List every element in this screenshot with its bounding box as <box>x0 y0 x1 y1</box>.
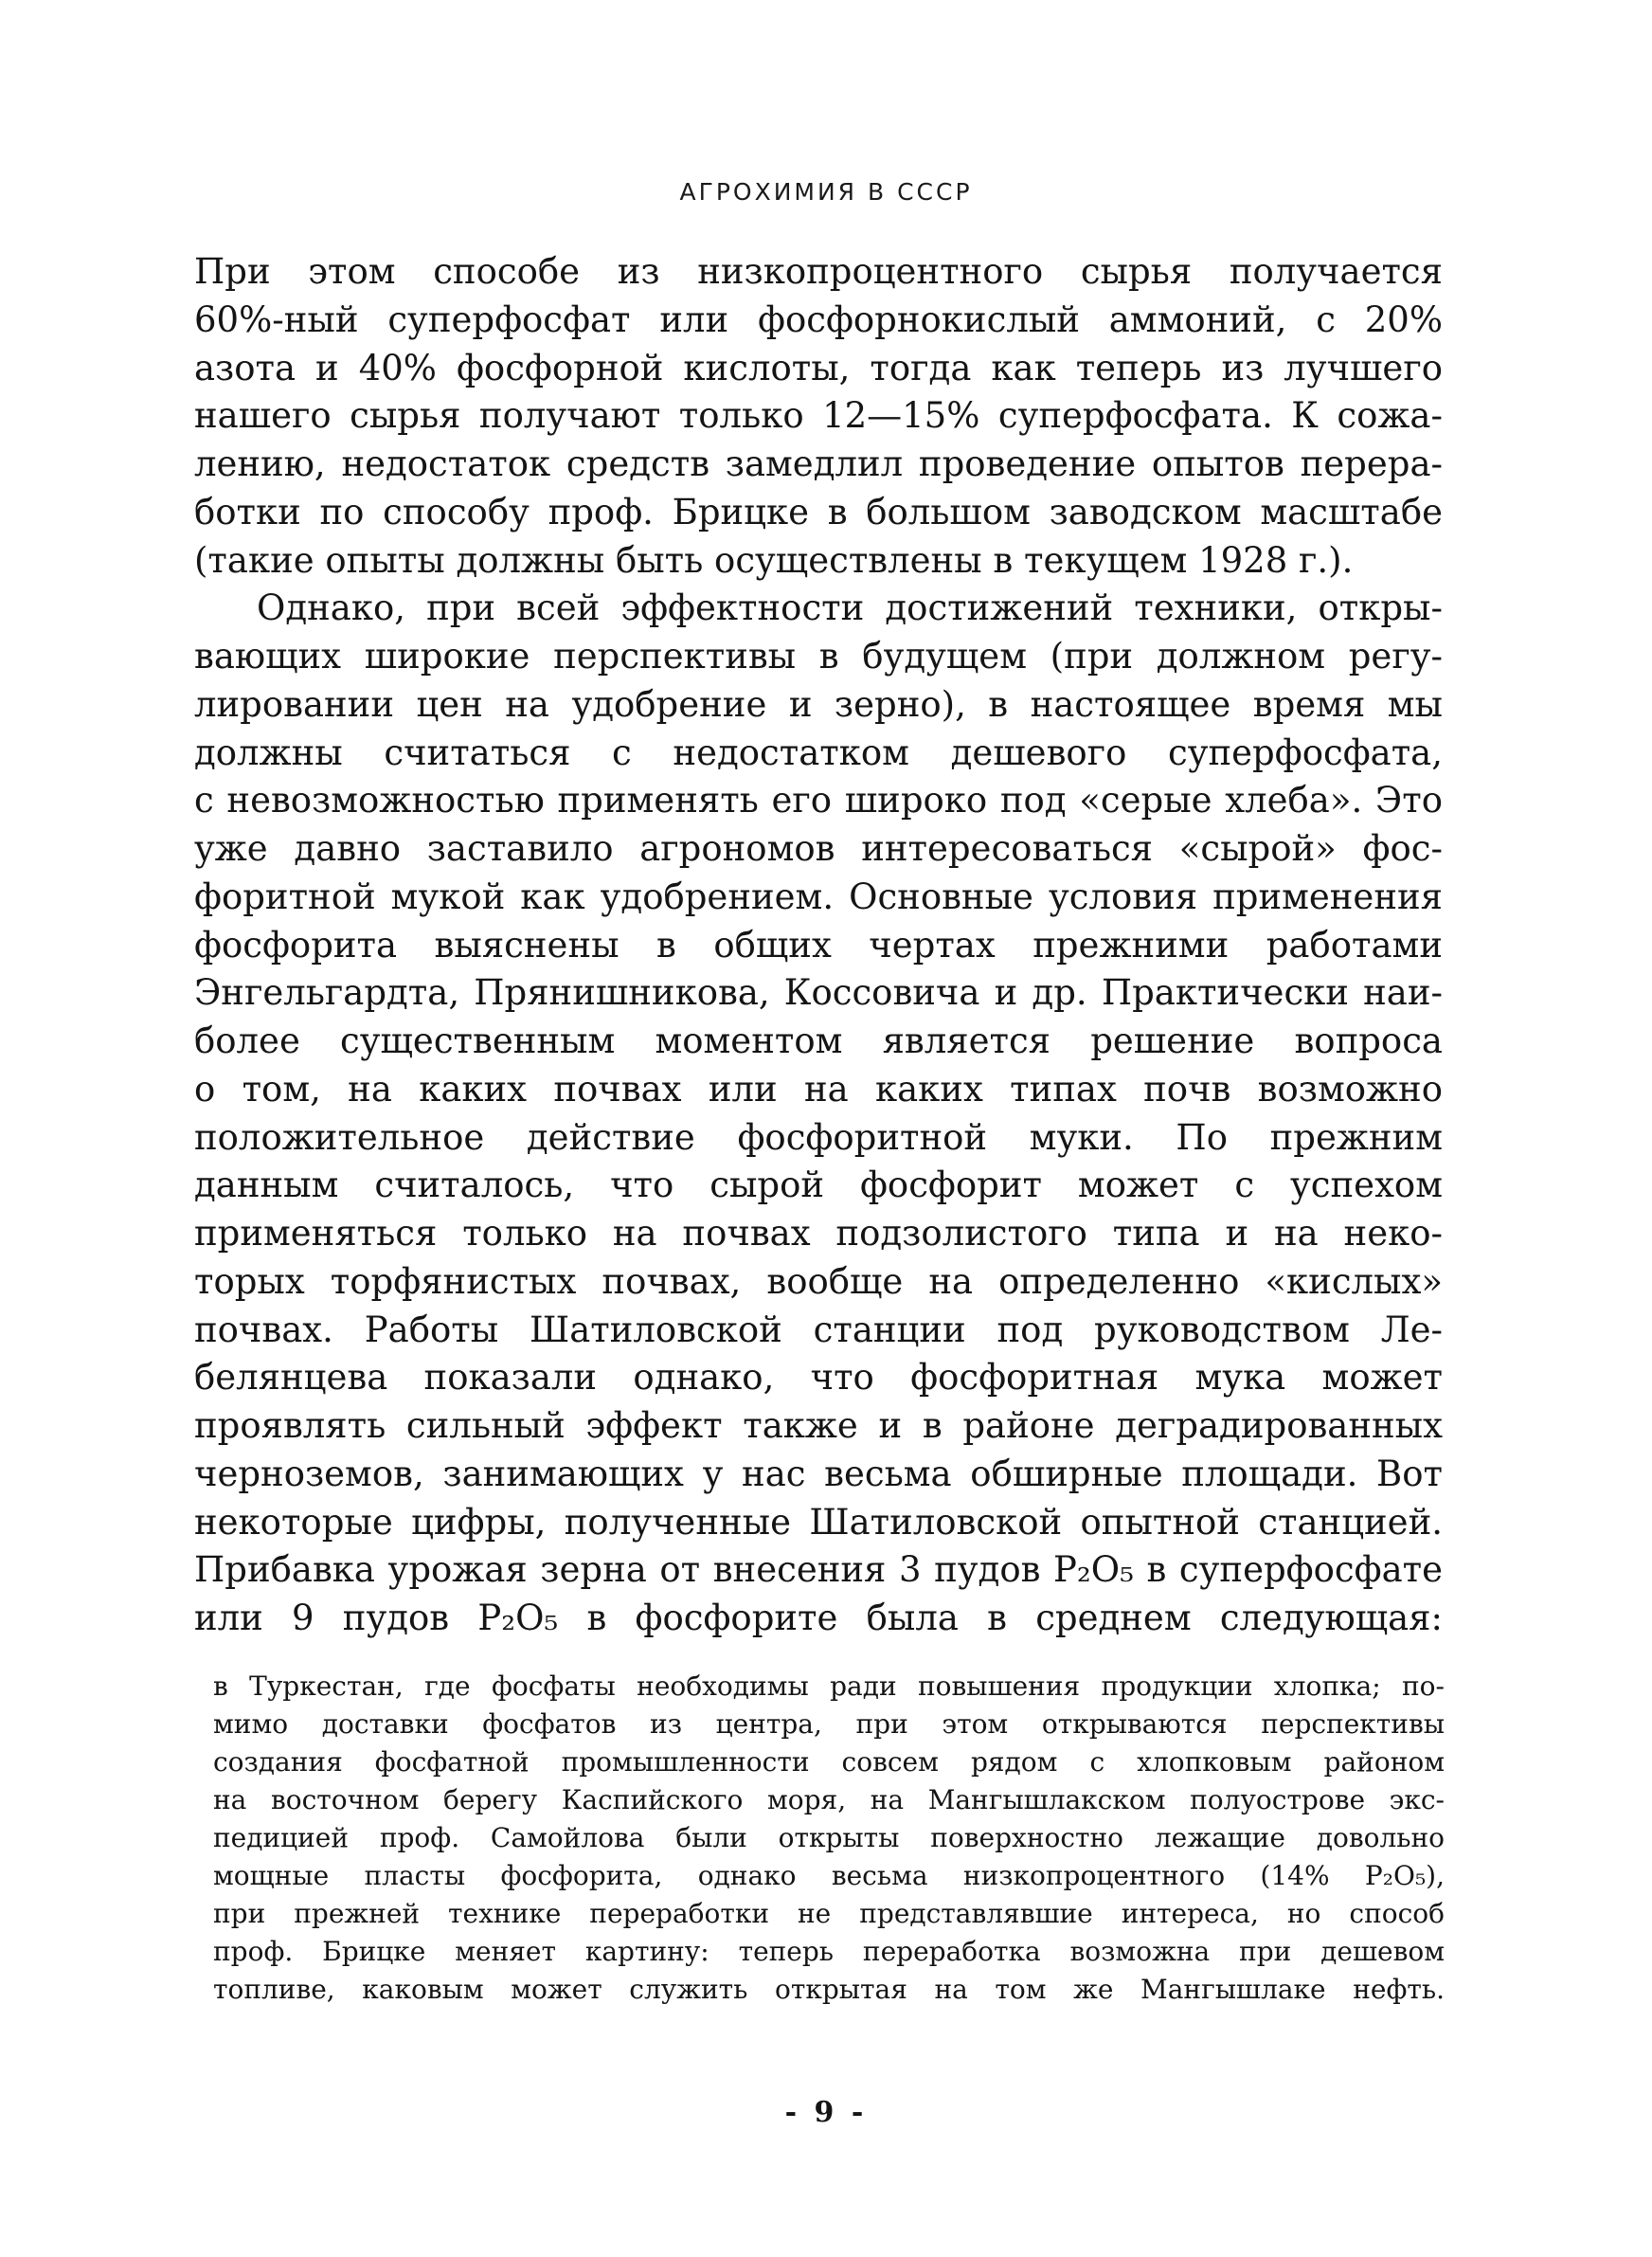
text-line: лировании цен на удобрение и зерно), в настоящее время мы <box>194 683 1443 725</box>
text-line: с невозможностью применять его широко под «серые хлеба». Это <box>194 780 1443 822</box>
text-line: лению, недостаток средств замедлил проведение опытов перера- <box>194 443 1443 484</box>
footnote-line: проф. Брицке меняет картину: теперь переработка возможна при дешевом <box>213 1936 1445 1967</box>
footnote-line: мимо доставки фосфатов из центра, при этом открываются перспективы <box>213 1708 1445 1740</box>
text-line: (такие опыты должны быть осуществлены в текущем 1928 г.). <box>194 539 1354 581</box>
page-number: - 9 - <box>784 2096 868 2129</box>
text-line: уже давно заставило агрономов интересоваться «сырой» фос- <box>194 828 1443 869</box>
text-line: должны считаться с недостатком дешевого суперфосфата, <box>194 731 1443 773</box>
text-line: При этом способе из низкопроцентного сырья получается <box>194 251 1443 292</box>
text-line: вающих широкие перспективы в будущем (при должном регу- <box>194 636 1443 677</box>
text-line: более существенным моментом является решение вопроса <box>194 1020 1443 1061</box>
footnote-line: педицией проф. Самойлова были открыты поверхностно лежащие довольно <box>213 1822 1445 1853</box>
main-text <box>194 248 1443 1643</box>
text-line: 60%-ный суперфосфат или фосфорнокислый аммоний, с 20% <box>194 298 1443 340</box>
running-header: АГРОХИМИЯ В СССР <box>679 178 973 206</box>
footnote-line: топливе, каковым может служить открытая на том же Мангышлаке нефть. <box>213 1974 1445 2005</box>
text-line: торых торфянистых почвах, вообще на определенно «кислых» <box>194 1260 1443 1302</box>
text-line: азота и 40% фосфорной кислоты, тогда как теперь из лучшего <box>194 347 1443 388</box>
footnote-line: в Туркестан, где фосфаты необходимы ради повышения продукции хлопка; по- <box>213 1670 1445 1702</box>
text-line: положительное действие фосфоритной муки. По прежним <box>194 1116 1443 1158</box>
text-line: Прибавка урожая зерна от внесения 3 пудов P₂O₅ в суперфосфате <box>194 1549 1443 1591</box>
text-line: ботки по способу проф. Брицке в большом заводском масштабе <box>194 491 1443 533</box>
text-line: почвах. Работы Шатиловской станции под руководством Ле- <box>194 1309 1443 1350</box>
text-line: черноземов, занимающих у нас весьма обширные площади. Вот <box>194 1453 1443 1494</box>
text-line: некоторые цифры, полученные Шатиловской опытной станцией. <box>194 1501 1443 1543</box>
text-line: нашего сырья получают только 12—15% суперфосфата. К сожа- <box>194 395 1443 437</box>
text-line: данным считалось, что сырой фосфорит может с успехом <box>194 1165 1443 1206</box>
footnote <box>213 1668 1445 2009</box>
footnote-line: мощные пласты фосфорита, однако весьма низкопроцентного (14% P₂O₅), <box>213 1860 1445 1891</box>
text-line: Энгельгардта, Прянишникова, Коссовича и др. Практически наи- <box>194 972 1443 1014</box>
footnote-line: при прежней технике переработки не представлявшие интереса, но способ <box>213 1898 1445 1929</box>
text-line: фосфорита выяснены в общих чертах прежними работами <box>194 924 1443 966</box>
footnote-line: создания фосфатной промышленности совсем рядом с хлопковым районом <box>213 1746 1445 1778</box>
text-line: проявлять сильный эффект также и в районе деградированных <box>194 1405 1443 1446</box>
text-line: или 9 пудов P₂O₅ в фосфорите была в среднем следующая: <box>194 1598 1443 1638</box>
footnote-line: на восточном берегу Каспийского моря, на Мангышлакском полуострове экс- <box>213 1784 1445 1815</box>
text-line: белянцева показали однако, что фосфоритная мука может <box>194 1357 1443 1399</box>
text-line: применяться только на почвах подзолистого типа и на неко- <box>194 1213 1443 1254</box>
paragraph-start-line: Однако, при всей эффектности достижений техники, откры- <box>257 587 1443 629</box>
text-line: о том, на каких почвах или на каких типах почв возможно <box>194 1068 1443 1110</box>
text-line: форитной мукой как удобрением. Основные условия применения <box>194 876 1443 917</box>
